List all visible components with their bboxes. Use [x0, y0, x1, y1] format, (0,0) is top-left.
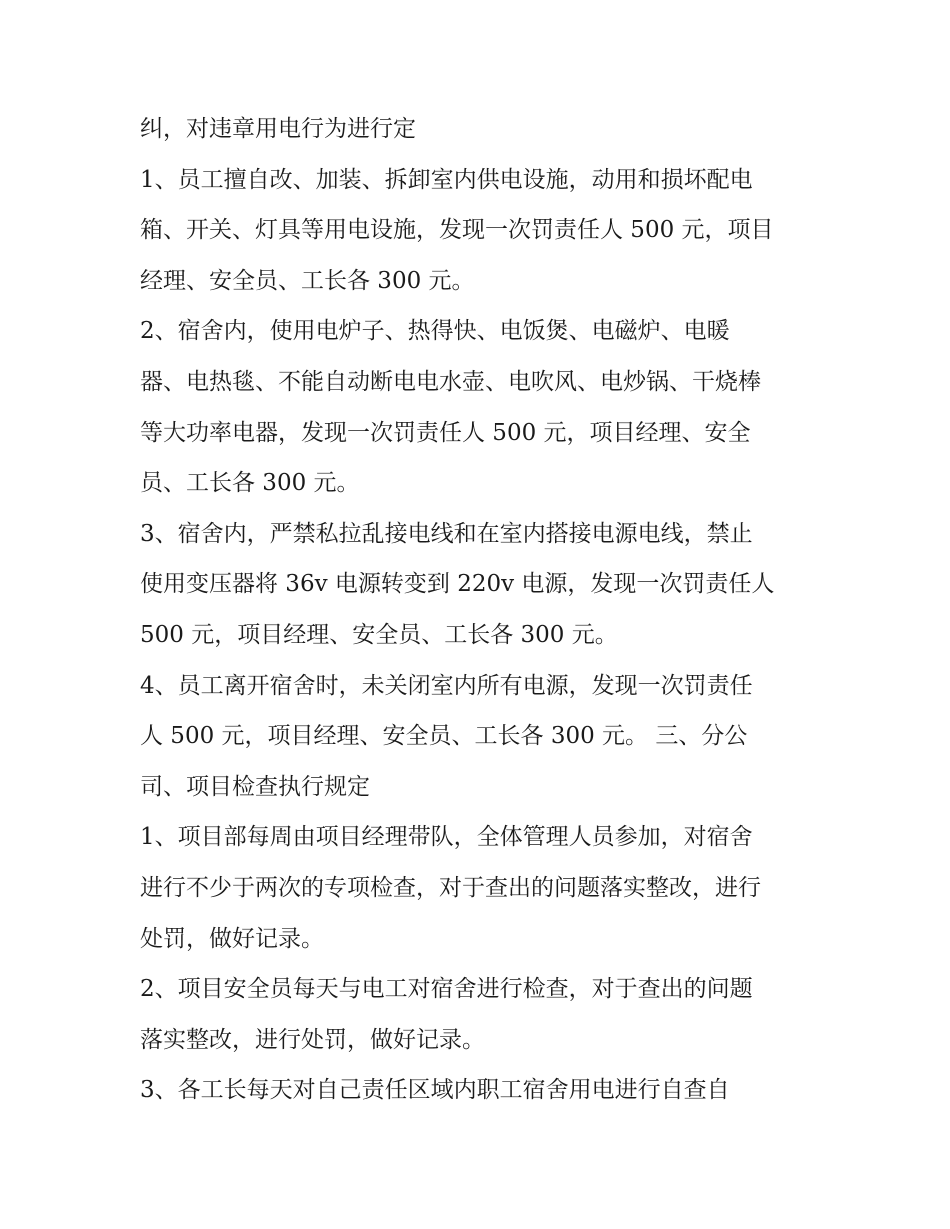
text-line: 经理、安全员、工长各 300 元。	[140, 267, 475, 294]
text-line: 4、员工离开宿舍时，未关闭室内所有电源，发现一次罚责任	[140, 672, 753, 699]
text-line: 员、工长各 300 元。	[140, 470, 360, 497]
text-line: 2、项目安全员每天与电工对宿舍进行检查，对于查出的问题	[140, 976, 753, 1003]
text-line: 2、宿舍内，使用电炉子、热得快、电饭煲、电磁炉、电暖	[140, 318, 730, 345]
text-line: 等大功率电器，发现一次罚责任人 500 元，项目经理、安全	[140, 419, 751, 446]
text-line: 1、项目部每周由项目经理带队，全体管理人员参加，对宿舍	[140, 824, 753, 851]
text-line: 纠，对违章用电行为进行定	[140, 116, 416, 142]
text-line: 1、员工擅自改、加装、拆卸室内供电设施，动用和损坏配电	[140, 166, 753, 193]
text-line: 使用变压器将 36v 电源转变到 220v 电源，发现一次罚责任人	[140, 571, 775, 598]
text-line: 器、电热毯、不能自动断电电水壶、电吹风、电炒锅、干烧棒	[140, 368, 761, 395]
text-line: 500 元，项目经理、安全员、工长各 300 元。	[140, 621, 618, 648]
text-line: 进行不少于两次的专项检查，对于查出的问题落实整改，进行	[140, 874, 761, 901]
text-line: 3、宿舍内，严禁私拉乱接电线和在室内搭接电源电线，禁止	[140, 520, 753, 547]
text-line: 司、项目检查执行规定	[140, 773, 370, 800]
text-line: 3、各工长每天对自己责任区域内职工宿舍用电进行自查自	[140, 1077, 730, 1104]
document-body	[140, 104, 830, 1116]
text-line: 处罚，做好记录。	[140, 925, 324, 952]
text-line: 人 500 元，项目经理、安全员、工长各 300 元。 三、分公	[140, 723, 748, 750]
text-line: 箱、开关、灯具等用电设施，发现一次罚责任人 500 元，项目	[140, 217, 774, 244]
text-line: 落实整改，进行处罚，做好记录。	[140, 1026, 485, 1053]
